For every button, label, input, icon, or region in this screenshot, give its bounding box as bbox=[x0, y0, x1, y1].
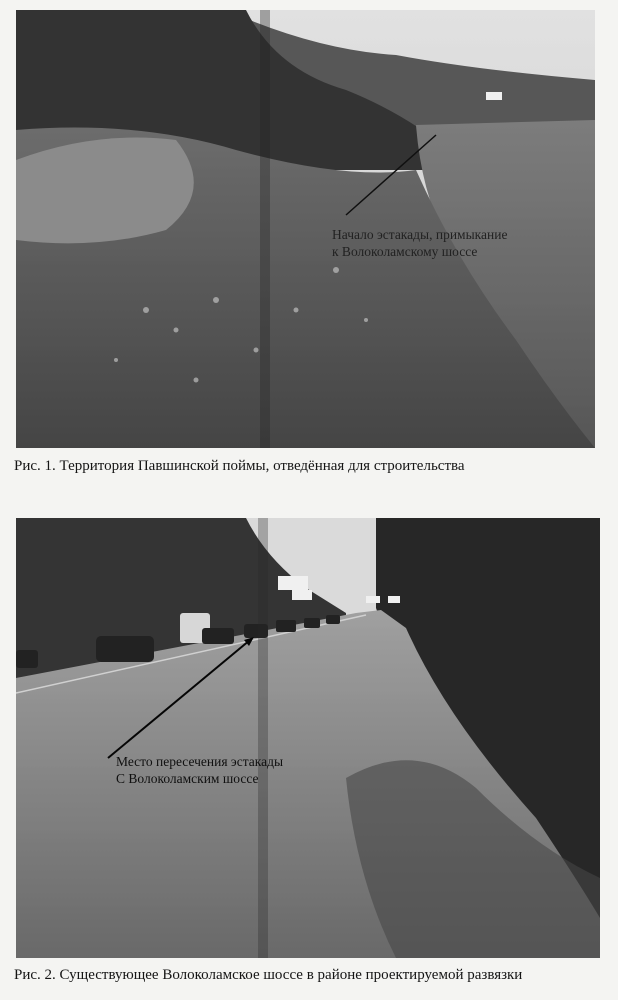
figure-2-photo bbox=[16, 518, 600, 958]
figure-1-annotation bbox=[332, 226, 507, 260]
road-photo-illustration bbox=[16, 518, 600, 958]
figure-2-annotation bbox=[116, 753, 283, 787]
annotation-line: С Волоколамским шоссе bbox=[116, 771, 259, 786]
figure-1-photo bbox=[16, 10, 595, 448]
annotation-line: Место пересечения эстакады bbox=[116, 754, 284, 769]
figure-2-caption: Рис. 2. Существующее Волоколамское шоссе в районе проектируемой развязки bbox=[14, 967, 523, 983]
figure-1-caption: Рис. 1. Территория Павшинской поймы, отведённая для строительства bbox=[14, 458, 465, 474]
riverbank-photo-illustration bbox=[16, 10, 595, 448]
annotation-line: Начало эстакады, примыкание bbox=[332, 227, 508, 242]
annotation-line: к Волоколамскому шоссе bbox=[332, 244, 478, 259]
